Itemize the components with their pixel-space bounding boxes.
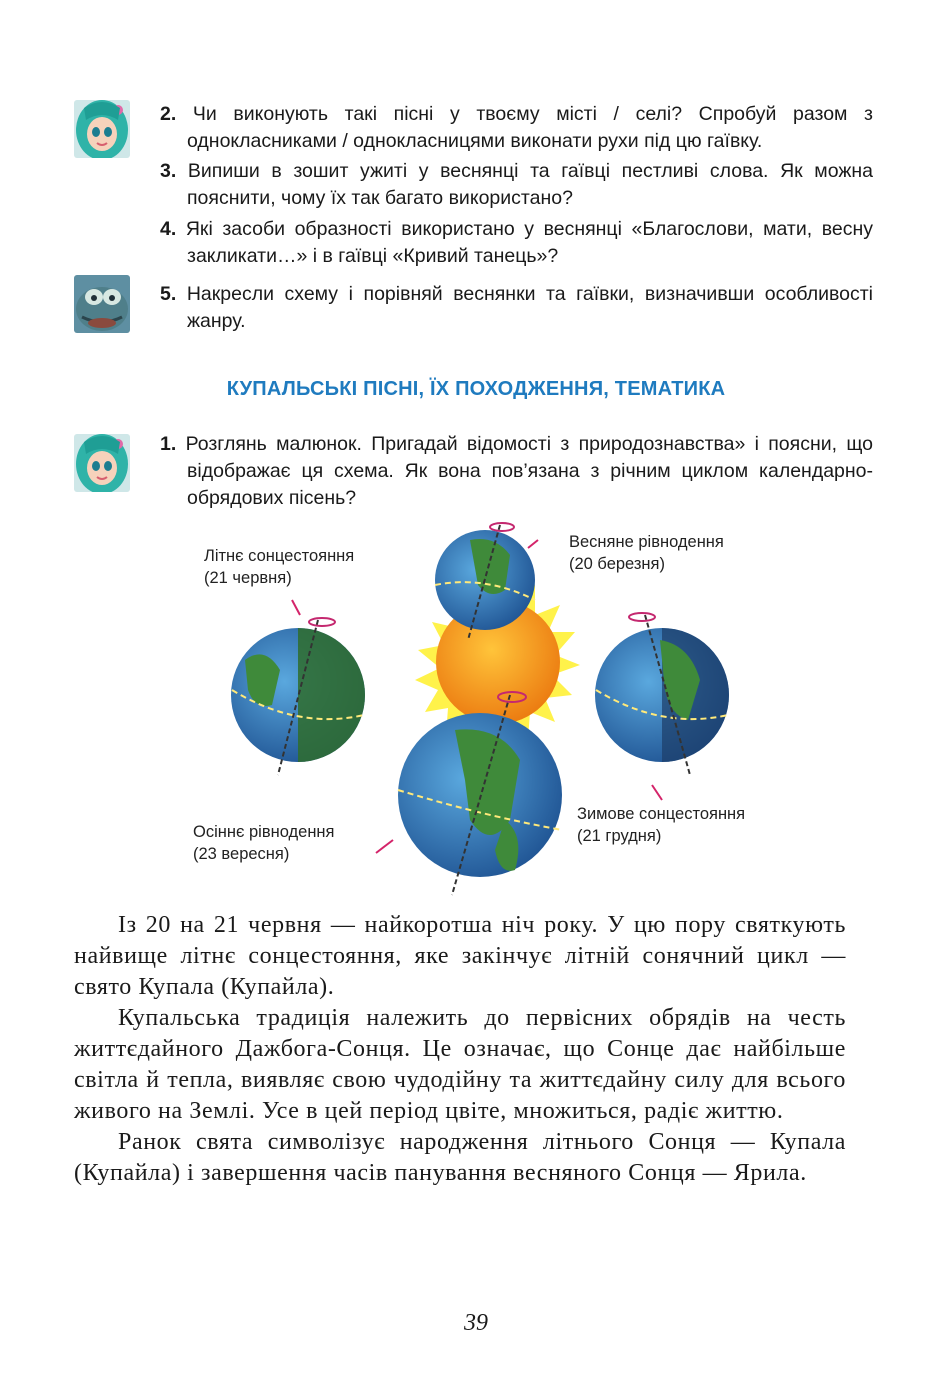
label-name: Осіннє рівнодення: [193, 823, 335, 841]
task-text: Випиши в зошит ужиті у веснянці та гаївці пестливі слова. Як можна пояснити, чому їх так багато використано?: [187, 160, 873, 209]
section-title: КУПАЛЬСЬКІ ПІСНІ, ЇХ ПОХОДЖЕННЯ, ТЕМАТИКА: [226, 378, 726, 400]
task-text: Розглянь малюнок. Пригадай відомості з природознавства» і поясни, що відображає ця схема. Як вона пов’язана з річним циклом календарно-обрядових пісень?: [185, 433, 873, 509]
task-number: 5.: [160, 283, 177, 305]
task-number: 2.: [160, 103, 177, 125]
task-text: Чи виконують такі пісні у твоєму місті / селі? Спробуй разом з однокласниками / однокласницями виконати рухи під цю гаївку.: [187, 103, 873, 152]
task-number: 4.: [160, 218, 177, 240]
task-text: Які засоби образності використано у веснянці «Благослови, мати, весну закликати…» і в гаївці «Кривий танець»?: [185, 218, 873, 267]
label-name: Весняне рівнодення: [569, 533, 724, 551]
task-number: 3.: [160, 160, 177, 182]
label-name: Зимове сонцестояння: [577, 805, 746, 823]
summer-solstice-label: [204, 545, 354, 589]
winter-globe: [595, 613, 729, 800]
label-date: (20 березня): [569, 555, 665, 573]
body-text: [74, 910, 846, 1189]
summer-globe: [231, 600, 365, 775]
autumn-equinox-label: [193, 821, 334, 865]
label-date: (23 вересня): [193, 845, 290, 863]
page-number: 39: [464, 1310, 488, 1336]
label-date: (21 грудня): [577, 827, 662, 845]
spring-equinox-label: [569, 531, 724, 575]
task-text: Накресли схему і порівняй веснянки та гаївки, визначивши особливості жанру.: [186, 283, 873, 332]
paragraph: Купальська традиція належить до первісних обрядів на честь життєдайного Дажбога-Сонця. Це означає, що Сонце дає найбільше світла й тепла, виявляє свою чудодійну та життєдайну силу для всього живого на Землі. Усе в цей період цвіте, множиться, радіє життю.: [74, 1005, 846, 1124]
winter-solstice-label: [577, 803, 745, 847]
paragraph: Із 20 на 21 червня — найкоротша ніч року. У цю пору святкують найвище літнє сонцестояння, яке закінчує літній сонячний цикл — свято Купала (Купайла).: [74, 912, 846, 1000]
label-date: (21 червня): [204, 569, 292, 587]
label-name: Літнє сонцестояння: [204, 547, 355, 565]
paragraph: Ранок свята символізує народження літнього Сонця — Купала (Купайла) і завершення часів панування весняного Сонця — Ярила.: [74, 1129, 846, 1186]
autumn-globe: [376, 692, 625, 895]
task-number: 1.: [160, 433, 177, 455]
